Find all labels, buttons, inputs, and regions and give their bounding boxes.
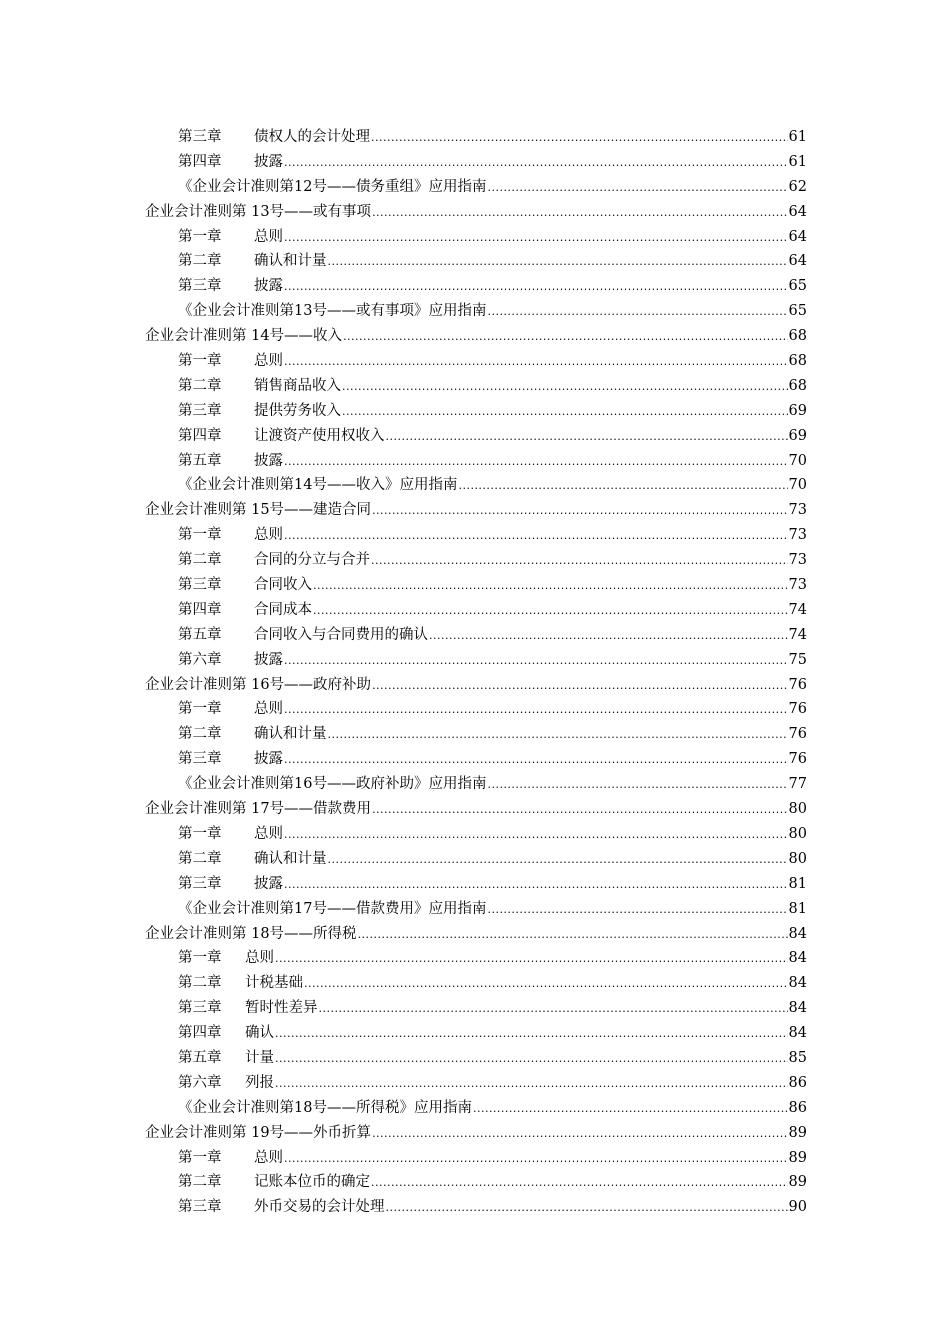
toc-page-number: 65 bbox=[788, 278, 807, 295]
toc-entry[interactable] bbox=[0, 1071, 950, 1096]
toc-entry-line bbox=[178, 623, 807, 649]
toc-entry-line bbox=[145, 673, 807, 699]
toc-dot-leader bbox=[284, 873, 788, 898]
toc-entry-title: 确认 bbox=[245, 1025, 274, 1042]
toc-page-number: 74 bbox=[788, 601, 807, 618]
toc-entry-title: 总则 bbox=[254, 701, 283, 718]
toc-page-number: 74 bbox=[788, 626, 807, 643]
toc-chapter-number: 第二章 bbox=[178, 850, 222, 867]
toc-entry-line bbox=[178, 971, 807, 997]
toc-entry-line bbox=[178, 697, 807, 723]
toc-page-number: 70 bbox=[788, 452, 807, 469]
toc-dot-leader bbox=[371, 549, 788, 574]
toc-chapter-number: 第一章 bbox=[178, 353, 222, 370]
toc-page-number: 61 bbox=[788, 129, 807, 145]
toc-entry[interactable] bbox=[0, 946, 950, 971]
toc-entry-line bbox=[178, 1146, 807, 1172]
toc-dot-leader bbox=[313, 599, 788, 624]
toc-entry-line bbox=[178, 374, 807, 400]
toc-entry-title: 总则 bbox=[245, 950, 274, 967]
toc-entry-line bbox=[178, 1096, 807, 1122]
toc-chapter-number: 第四章 bbox=[178, 427, 222, 444]
toc-entry[interactable] bbox=[0, 1096, 950, 1121]
toc-entry-line bbox=[178, 1021, 807, 1047]
toc-dot-leader bbox=[342, 375, 788, 400]
toc-entry[interactable] bbox=[0, 548, 950, 573]
toc-entry[interactable] bbox=[0, 1021, 950, 1046]
toc-dot-leader bbox=[275, 1047, 788, 1072]
toc-dot-leader bbox=[358, 923, 788, 948]
toc-entry-line bbox=[178, 349, 807, 375]
toc-entry-line bbox=[178, 399, 807, 425]
toc-dot-leader bbox=[284, 524, 788, 549]
toc-entry-line bbox=[178, 299, 807, 325]
toc-dot-leader bbox=[304, 972, 788, 997]
toc-page-number: 64 bbox=[788, 253, 807, 270]
toc-entry-title: 计税基础 bbox=[245, 975, 303, 992]
toc-entry-line bbox=[178, 449, 807, 475]
toc-entry-line bbox=[178, 125, 807, 151]
toc-chapter-number: 第二章 bbox=[178, 1174, 222, 1191]
toc-chapter-number: 第三章 bbox=[178, 875, 222, 892]
toc-entry[interactable] bbox=[0, 523, 950, 548]
toc-entry-title: 《企业会计准则第12号——债务重组》应用指南 bbox=[178, 178, 487, 195]
toc-entry[interactable] bbox=[0, 175, 950, 200]
toc-entry-line bbox=[178, 598, 807, 624]
toc-entry-line bbox=[178, 424, 807, 450]
toc-entry-title: 《企业会计准则第13号——或有事项》应用指南 bbox=[178, 303, 487, 320]
toc-page-number: 90 bbox=[788, 1199, 807, 1216]
toc-entry[interactable] bbox=[0, 473, 950, 498]
toc-dot-leader bbox=[319, 997, 788, 1022]
toc-entry[interactable] bbox=[0, 822, 950, 847]
toc-dot-leader bbox=[372, 499, 787, 524]
toc-page-number: 80 bbox=[788, 801, 807, 818]
toc-entry-line bbox=[178, 548, 807, 574]
toc-page-number: 76 bbox=[788, 676, 807, 693]
toc-page-number: 85 bbox=[788, 1049, 807, 1066]
toc-entry-line bbox=[178, 847, 807, 873]
toc-page-number: 69 bbox=[788, 402, 807, 419]
toc-dot-leader bbox=[343, 325, 787, 350]
toc-dot-leader bbox=[284, 275, 788, 300]
toc-chapter-number: 第一章 bbox=[178, 701, 222, 718]
toc-page-number: 84 bbox=[788, 975, 807, 992]
toc-dot-leader bbox=[284, 649, 788, 674]
toc-entry[interactable] bbox=[0, 623, 950, 648]
toc-page-number: 80 bbox=[788, 825, 807, 842]
toc-entry[interactable] bbox=[0, 449, 950, 474]
toc-page-number: 89 bbox=[788, 1124, 807, 1141]
toc-dot-leader bbox=[284, 1147, 788, 1172]
toc-page-number: 75 bbox=[788, 651, 807, 668]
toc-chapter-number: 第二章 bbox=[178, 726, 222, 743]
toc-entry[interactable] bbox=[0, 648, 950, 673]
toc-dot-leader bbox=[487, 176, 787, 201]
toc-chapter-number: 第一章 bbox=[178, 825, 222, 842]
toc-page-number: 62 bbox=[788, 178, 807, 195]
toc-dot-leader bbox=[371, 126, 788, 151]
toc-entry-title: 合同收入 bbox=[254, 577, 312, 594]
toc-chapter-number: 第三章 bbox=[178, 402, 222, 419]
toc-dot-leader bbox=[371, 1171, 788, 1196]
toc-entry-line bbox=[178, 473, 807, 499]
toc-chapter-number: 第三章 bbox=[178, 278, 222, 295]
toc-page-number: 68 bbox=[788, 377, 807, 394]
toc-page-number: 86 bbox=[788, 1074, 807, 1091]
toc-entry-line bbox=[178, 523, 807, 549]
toc-entry[interactable] bbox=[0, 498, 950, 523]
toc-dot-leader bbox=[275, 1072, 788, 1097]
toc-entry-title: 《企业会计准则第16号——政府补助》应用指南 bbox=[178, 776, 487, 793]
toc-chapter-number: 第一章 bbox=[178, 950, 222, 967]
toc-dot-leader bbox=[328, 723, 788, 748]
toc-entry-line bbox=[178, 946, 807, 972]
toc-entry-title: 让渡资产使用权收入 bbox=[254, 427, 385, 444]
toc-dot-leader bbox=[372, 1122, 787, 1147]
toc-entry-line bbox=[178, 1071, 807, 1097]
toc-page-number: 65 bbox=[788, 303, 807, 320]
toc-entry-line bbox=[178, 573, 807, 599]
toc-entry[interactable] bbox=[0, 399, 950, 424]
toc-chapter-number: 第六章 bbox=[178, 651, 222, 668]
toc-dot-leader bbox=[284, 226, 788, 251]
toc-entry-title: 企业会计准则第 14号——收入 bbox=[145, 328, 343, 345]
toc-dot-leader bbox=[487, 898, 787, 923]
toc-page-number: 84 bbox=[788, 950, 807, 967]
toc-dot-leader bbox=[328, 848, 788, 873]
toc-chapter-number: 第六章 bbox=[178, 1074, 222, 1091]
toc-dot-leader bbox=[372, 674, 787, 699]
toc-dot-leader bbox=[284, 823, 788, 848]
toc-page-number: 64 bbox=[788, 203, 807, 220]
toc-chapter-number: 第三章 bbox=[178, 751, 222, 768]
toc-entry-line bbox=[178, 150, 807, 176]
toc-entry[interactable] bbox=[0, 200, 950, 225]
toc-entry-line bbox=[178, 225, 807, 251]
toc-page-number: 61 bbox=[788, 153, 807, 170]
toc-entry[interactable] bbox=[0, 872, 950, 897]
toc-entry-line bbox=[178, 1195, 807, 1221]
toc-dot-leader bbox=[275, 1022, 788, 1047]
toc-entry-line bbox=[178, 722, 807, 748]
toc-chapter-number: 第二章 bbox=[178, 377, 222, 394]
toc-chapter-number: 第三章 bbox=[178, 1199, 222, 1216]
toc-entry-title: 合同收入与合同费用的确认 bbox=[254, 626, 428, 643]
toc-chapter-number: 第一章 bbox=[178, 1149, 222, 1166]
toc-entry-title: 确认和计量 bbox=[254, 726, 327, 743]
toc-page-number: 81 bbox=[788, 875, 807, 892]
toc-entry-title: 确认和计量 bbox=[254, 850, 327, 867]
toc-dot-leader bbox=[429, 624, 788, 649]
toc-entry[interactable] bbox=[0, 225, 950, 250]
toc-entry-title: 总则 bbox=[254, 825, 283, 842]
toc-entry[interactable] bbox=[0, 324, 950, 349]
toc-entry-title: 披露 bbox=[254, 751, 283, 768]
table-of-contents bbox=[0, 125, 950, 1220]
toc-entry-line bbox=[178, 1046, 807, 1072]
toc-entry-line bbox=[178, 175, 807, 201]
toc-entry-title: 披露 bbox=[254, 651, 283, 668]
toc-page-number: 76 bbox=[788, 701, 807, 718]
toc-entry-title: 企业会计准则第 17号——借款费用 bbox=[145, 801, 372, 818]
toc-entry-line bbox=[178, 996, 807, 1022]
toc-page-number: 84 bbox=[788, 1000, 807, 1017]
toc-dot-leader bbox=[372, 798, 787, 823]
toc-entry-line bbox=[145, 498, 807, 524]
toc-entry-title: 企业会计准则第 16号——政府补助 bbox=[145, 676, 372, 693]
toc-entry-line bbox=[145, 797, 807, 823]
toc-entry-line bbox=[145, 1121, 807, 1147]
toc-entry[interactable] bbox=[0, 673, 950, 698]
toc-entry[interactable] bbox=[0, 125, 950, 150]
toc-entry[interactable] bbox=[0, 847, 950, 872]
toc-entry[interactable] bbox=[0, 349, 950, 374]
toc-entry[interactable] bbox=[0, 598, 950, 623]
toc-entry-title: 总则 bbox=[254, 1149, 283, 1166]
toc-dot-leader bbox=[275, 947, 788, 972]
toc-entry-line bbox=[178, 872, 807, 898]
toc-entry[interactable] bbox=[0, 1146, 950, 1171]
toc-entry[interactable] bbox=[0, 1121, 950, 1146]
toc-entry[interactable] bbox=[0, 922, 950, 947]
toc-dot-leader bbox=[328, 250, 788, 275]
toc-entry-title: 披露 bbox=[254, 278, 283, 295]
toc-page-number: 84 bbox=[788, 1025, 807, 1042]
toc-entry-title: 企业会计准则第 15号——建造合同 bbox=[145, 502, 372, 519]
toc-entry-line bbox=[178, 822, 807, 848]
toc-entry[interactable] bbox=[0, 697, 950, 722]
toc-page-number: 73 bbox=[788, 552, 807, 569]
toc-entry[interactable] bbox=[0, 150, 950, 175]
toc-dot-leader bbox=[284, 450, 788, 475]
toc-page-number: 73 bbox=[788, 527, 807, 544]
toc-dot-leader bbox=[284, 748, 788, 773]
toc-entry-line bbox=[145, 200, 807, 226]
toc-page-number: 70 bbox=[788, 477, 807, 494]
toc-entry-line bbox=[178, 648, 807, 674]
toc-entry[interactable] bbox=[0, 797, 950, 822]
toc-entry[interactable] bbox=[0, 573, 950, 598]
toc-chapter-number: 第四章 bbox=[178, 153, 222, 170]
toc-dot-leader bbox=[284, 698, 788, 723]
toc-entry-line bbox=[178, 897, 807, 923]
toc-chapter-number: 第一章 bbox=[178, 228, 222, 245]
toc-entry-line bbox=[178, 1170, 807, 1196]
toc-dot-leader bbox=[342, 400, 788, 425]
toc-chapter-number: 第五章 bbox=[178, 452, 222, 469]
toc-dot-leader bbox=[284, 350, 788, 375]
toc-entry[interactable] bbox=[0, 1170, 950, 1195]
toc-page-number: 76 bbox=[788, 726, 807, 743]
toc-entry[interactable] bbox=[0, 996, 950, 1021]
toc-page-number: 80 bbox=[788, 850, 807, 867]
toc-entry-line bbox=[178, 747, 807, 773]
toc-entry-title: 合同的分立与合并 bbox=[254, 552, 370, 569]
toc-page-number: 73 bbox=[788, 577, 807, 594]
toc-chapter-number: 第三章 bbox=[178, 577, 222, 594]
toc-dot-leader bbox=[372, 201, 787, 226]
toc-page-number: 89 bbox=[788, 1174, 807, 1191]
toc-entry-title: 销售商品收入 bbox=[254, 377, 341, 394]
toc-entry-title: 债权人的会计处理 bbox=[254, 129, 370, 145]
toc-entry-title: 披露 bbox=[254, 153, 283, 170]
toc-entry-title: 暂时性差异 bbox=[245, 1000, 318, 1017]
toc-dot-leader bbox=[386, 1196, 788, 1221]
toc-entry-line bbox=[145, 324, 807, 350]
toc-chapter-number: 第一章 bbox=[178, 527, 222, 544]
toc-chapter-number: 第二章 bbox=[178, 552, 222, 569]
toc-entry-title: 确认和计量 bbox=[254, 253, 327, 270]
toc-chapter-number: 第五章 bbox=[178, 1049, 222, 1066]
toc-entry-title: 外币交易的会计处理 bbox=[254, 1199, 385, 1216]
toc-chapter-number: 第二章 bbox=[178, 253, 222, 270]
toc-entry-title: 企业会计准则第 18号——所得税 bbox=[145, 925, 357, 942]
toc-entry-title: 计量 bbox=[245, 1049, 274, 1066]
toc-chapter-number: 第四章 bbox=[178, 1025, 222, 1042]
toc-page-number: 81 bbox=[788, 900, 807, 917]
toc-dot-leader bbox=[487, 300, 787, 325]
toc-entry[interactable] bbox=[0, 274, 950, 299]
toc-entry-title: 总则 bbox=[254, 527, 283, 544]
toc-entry-title: 合同成本 bbox=[254, 601, 312, 618]
toc-chapter-number: 第三章 bbox=[178, 1000, 222, 1017]
toc-dot-leader bbox=[473, 1097, 788, 1122]
toc-dot-leader bbox=[487, 773, 787, 798]
toc-entry-title: 企业会计准则第 19号——外币折算 bbox=[145, 1124, 372, 1141]
toc-entry-title: 列报 bbox=[245, 1074, 274, 1091]
toc-chapter-number: 第二章 bbox=[178, 975, 222, 992]
toc-entry-title: 总则 bbox=[254, 353, 283, 370]
toc-entry[interactable] bbox=[0, 747, 950, 772]
toc-page-number: 86 bbox=[788, 1099, 807, 1116]
toc-page-number: 77 bbox=[788, 776, 807, 793]
toc-dot-leader bbox=[313, 574, 788, 599]
toc-chapter-number: 第三章 bbox=[178, 129, 222, 145]
toc-entry-title: 记账本位币的确定 bbox=[254, 1174, 370, 1191]
toc-dot-leader bbox=[458, 474, 787, 499]
toc-entry-title: 披露 bbox=[254, 452, 283, 469]
toc-entry[interactable] bbox=[0, 299, 950, 324]
toc-entry-title: 提供劳务收入 bbox=[254, 402, 341, 419]
toc-dot-leader bbox=[284, 151, 788, 176]
toc-page-number: 68 bbox=[788, 328, 807, 345]
toc-entry-line bbox=[178, 772, 807, 798]
toc-entry[interactable] bbox=[0, 249, 950, 274]
toc-page-number: 69 bbox=[788, 427, 807, 444]
toc-entry[interactable] bbox=[0, 1046, 950, 1071]
toc-entry-line bbox=[178, 249, 807, 275]
toc-entry-line bbox=[145, 922, 807, 948]
toc-dot-leader bbox=[386, 425, 788, 450]
toc-entry[interactable] bbox=[0, 722, 950, 747]
toc-page-number: 76 bbox=[788, 751, 807, 768]
toc-entry-title: 企业会计准则第 13号——或有事项 bbox=[145, 203, 372, 220]
toc-entry-title: 《企业会计准则第14号——收入》应用指南 bbox=[178, 477, 458, 494]
toc-entry-title: 《企业会计准则第17号——借款费用》应用指南 bbox=[178, 900, 487, 917]
toc-entry[interactable] bbox=[0, 374, 950, 399]
toc-chapter-number: 第四章 bbox=[178, 601, 222, 618]
toc-page-number: 64 bbox=[788, 228, 807, 245]
toc-page-number: 73 bbox=[788, 502, 807, 519]
toc-entry-title: 总则 bbox=[254, 228, 283, 245]
toc-page-number: 68 bbox=[788, 353, 807, 370]
toc-entry[interactable] bbox=[0, 971, 950, 996]
toc-page-number: 89 bbox=[788, 1149, 807, 1166]
toc-entry[interactable] bbox=[0, 772, 950, 797]
toc-chapter-number: 第五章 bbox=[178, 626, 222, 643]
toc-entry-title: 披露 bbox=[254, 875, 283, 892]
toc-entry-line bbox=[178, 274, 807, 300]
toc-entry-title: 《企业会计准则第18号——所得税》应用指南 bbox=[178, 1099, 472, 1116]
toc-entry[interactable] bbox=[0, 424, 950, 449]
toc-page-number: 84 bbox=[788, 925, 807, 942]
toc-entry[interactable] bbox=[0, 897, 950, 922]
toc-entry[interactable] bbox=[0, 1195, 950, 1220]
